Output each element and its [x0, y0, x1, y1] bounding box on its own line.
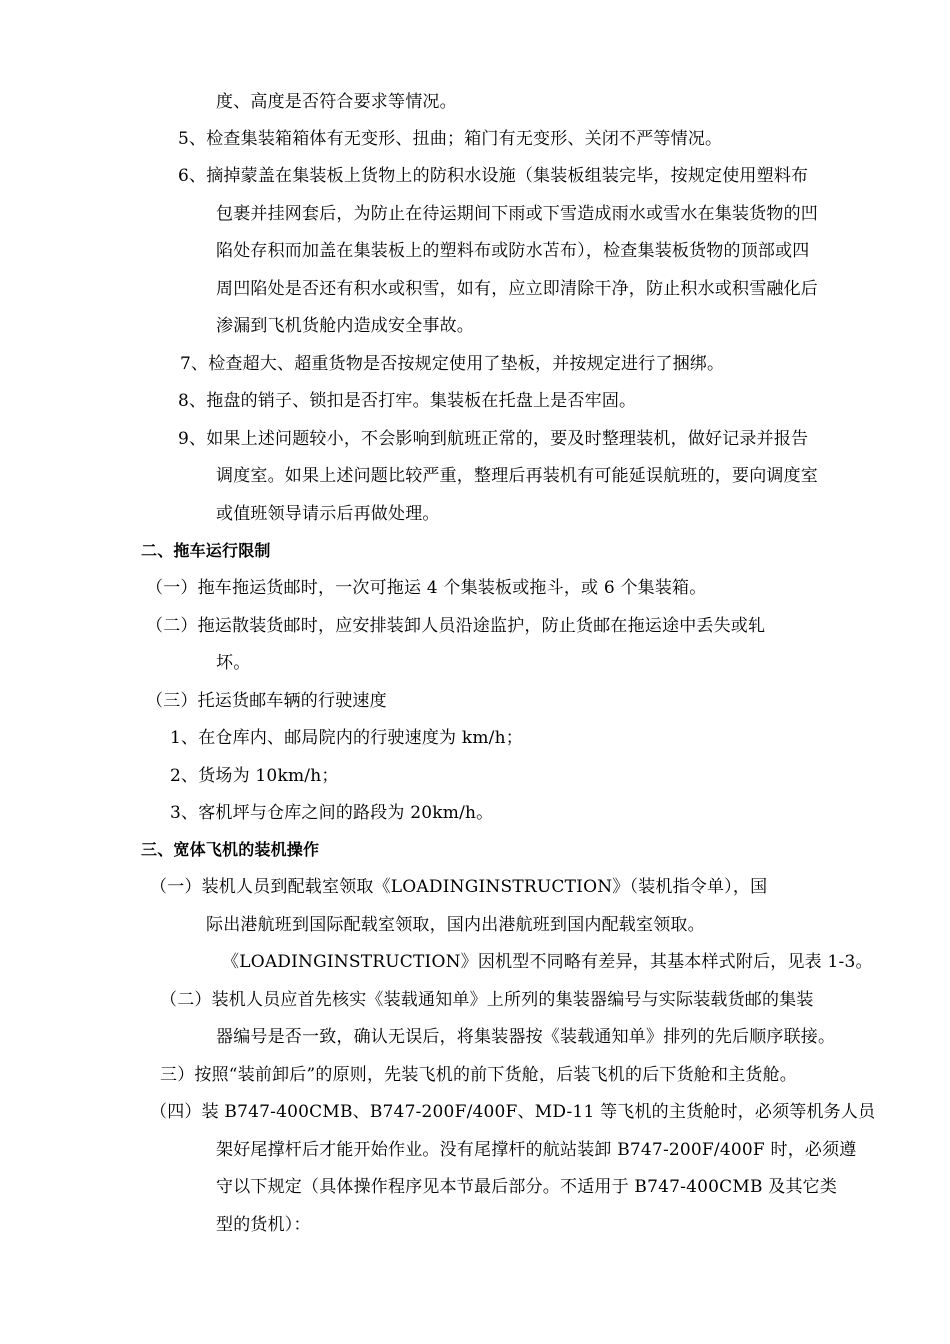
text-line: 《LOADINGINSTRUCTION》因机型不同略有差异，其基本样式附后，见表 1-3。 [222, 952, 873, 972]
section-heading-3: 三、宽体飞机的装机操作 [141, 840, 320, 859]
subsection-3: 三）按照“装前卸后”的原则，先装飞机的前下货舱，后装飞机的后下货舱和主货舱。 [160, 1065, 797, 1085]
list-item-6: 6、摘掉蒙盖在集装板上货物上的防积水设施（集装板组装完毕，按规定使用塑料布 [178, 166, 809, 186]
subsection-1: （一）拖车拖运货邮时，一次可拖运 4 个集装板或拖斗，或 6 个集装箱。 [146, 578, 707, 598]
text-line: 际出港航班到国际配载室领取，国内出港航班到国内配载室领取。 [206, 915, 705, 935]
subsection-1: （一）装机人员到配载室领取《LOADINGINSTRUCTION》（装机指令单），国 [150, 877, 768, 897]
text-line: 守以下规定（具体操作程序见本节最后部分。不适用于 B747-400CMB 及其它类 [216, 1177, 838, 1197]
subsection-2: （二）拖运散装货邮时，应安排装卸人员沿途监护，防止货邮在拖运途中丢失或轧 [146, 616, 766, 636]
subsection-3: （三）托运货邮车辆的行驶速度 [146, 691, 387, 711]
list-item-1: 1、在仓库内、邮局院内的行驶速度为 km/h； [170, 728, 523, 748]
subsection-2: （二）装机人员应首先核实《装载通知单》上所列的集装器编号与实际装载货邮的集装 [160, 990, 814, 1010]
list-item-9: 9、如果上述问题较小，不会影响到航班正常的，要及时整理装机，做好记录并报告 [178, 429, 809, 449]
list-item-3: 3、客机坪与仓库之间的路段为 20km/h。 [170, 803, 494, 823]
list-item-2: 2、货场为 10km/h； [170, 766, 339, 786]
list-item-5: 5、检查集装箱箱体有无变形、扭曲；箱门有无变形、关闭不严等情况。 [178, 129, 723, 149]
text-line: 器编号是否一致，确认无误后，将集装器按《装载通知单》排列的先后顺序联接。 [216, 1027, 836, 1047]
text-line: 型的货机）： [216, 1215, 311, 1235]
list-item-8: 8、拖盘的销子、锁扣是否打牢。集装板在托盘上是否牢固。 [178, 391, 637, 411]
text-line: 坏。 [216, 653, 251, 673]
text-line: 包裹并挂网套后，为防止在待运期间下雨或下雪造成雨水或雪水在集装货物的凹 [216, 204, 818, 224]
text-line: 周凹陷处是否还有积水或积雪，如有，应立即清除干净，防止积水或积雪融化后 [216, 279, 818, 299]
text-line: 架好尾撑杆后才能开始作业。没有尾撑杆的航站装卸 B747-200F/400F 时，必须遵 [216, 1140, 857, 1160]
text-line: 度、高度是否符合要求等情况。 [216, 92, 457, 112]
text-line: 或值班领导请示后再做处理。 [216, 504, 440, 524]
list-item-7: 7、检查超大、超重货物是否按规定使用了垫板，并按规定进行了捆绑。 [180, 354, 725, 374]
text-line: 渗漏到飞机货舱内造成安全事故。 [216, 316, 474, 336]
subsection-4: （四）装 B747-400CMB、B747-200F/400F、MD-11 等飞机的主货舱时，必须等机务人员 [150, 1102, 876, 1122]
text-line: 陷处存积而加盖在集装板上的塑料布或防水苫布），检查集装板货物的顶部或四 [216, 241, 810, 261]
text-line: 调度室。如果上述问题比较严重，整理后再装机有可能延误航班的，要向调度室 [216, 466, 818, 486]
section-heading-2: 二、拖车运行限制 [141, 541, 271, 560]
